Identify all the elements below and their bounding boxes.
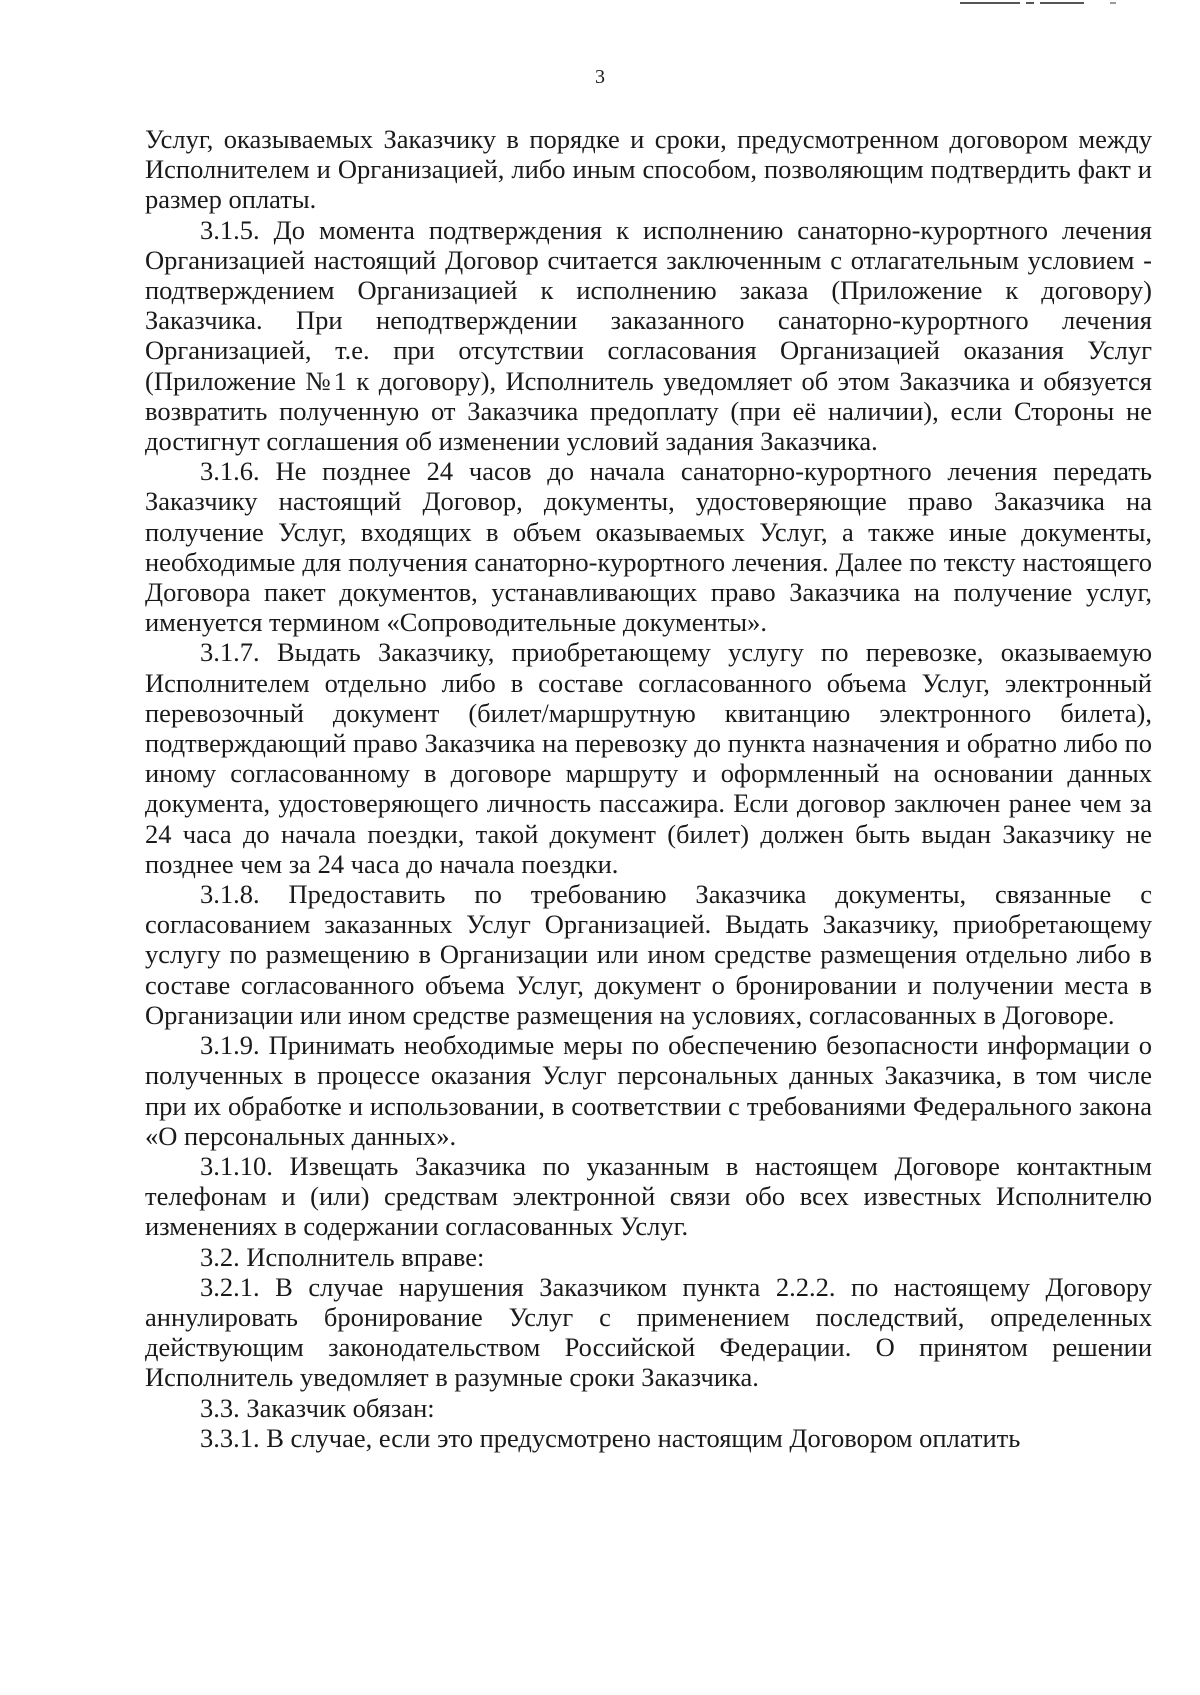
- paragraph-3-1-10: 3.1.10. Извещать Заказчика по указанным в настоящем Договоре контактным телефонам и (или) средствам электронной связи обо всех известных Исполнителю изменениях в содержании согласованных Услуг.: [145, 1150, 1152, 1242]
- paragraph-3-1-5: 3.1.5. До момента подтверждения к исполнению санаторно-курортного лечения Организацией настоящий Договор считается заключенным с отлагательным условием - подтверждением Организацией к исполнению заказа (Приложение к договору) Заказчика. При неподтверждении заказанного санаторно-курортного лечения Организацией, т.е. при отсутствии согласования Организацией оказания Услуг (Приложение №1 к договору), Исполнитель уведомляет об этом Заказчика и обязуется возвратить полученную от Заказчика предоплату (при её наличии), если Стороны не достигнут соглашения об изменении условий задания Заказчика.: [145, 214, 1152, 457]
- paragraph-3-1-8: 3.1.8. Предоставить по требованию Заказчика документы, связанные с согласованием заказанных Услуг Организацией. Выдать Заказчику, приобретающему услугу по размещению в Организации или ином средстве размещения отдельно либо в составе согласованного объема Услуг, документ о бронировании и получении места в Организации или ином средстве размещения на условиях, согласованных в Договоре.: [145, 879, 1152, 1030]
- paragraph-3-2: 3.2. Исполнитель вправе:: [200, 1241, 485, 1272]
- paragraph-3-2-1: 3.2.1. В случае нарушения Заказчиком пункта 2.2.2. по настоящему Договору аннулировать бронирование Услуг с применением последствий, определенных действующим законодательством Российской Федерации. О принятом решении Исполнитель уведомляет в разумные сроки Заказчика.: [145, 1271, 1152, 1393]
- page-number: 3: [595, 66, 605, 88]
- paragraph-3-3-1: 3.3.1. В случае, если это предусмотрено настоящим Договором оплатить: [200, 1422, 1021, 1453]
- paragraph-3-3: 3.3. Заказчик обязан:: [200, 1392, 435, 1423]
- paragraph-continuation: Услуг, оказываемых Заказчику в порядке и сроки, предусмотренном договором между Исполнителем и Организацией, либо иным способом, позволяющим подтвердить факт и размер оплаты.: [145, 124, 1152, 215]
- paragraph-3-1-9: 3.1.9. Принимать необходимые меры по обеспечению безопасности информации о полученных в процессе оказания Услуг персональных данных Заказчика, в том числе при их обработке и использовании, в соответствии с требованиями Федерального закона «О персональных данных».: [145, 1030, 1152, 1151]
- paragraph-3-1-7: 3.1.7. Выдать Заказчику, приобретающему услугу по перевозке, оказываемую Исполнителем отдельно либо в составе согласованного объема Услуг, электронный перевозочный документ (билет/маршрутную квитанцию электронного билета), подтверждающий право Заказчика на перевозку до пункта назначения и обратно либо по иному согласованному в договоре маршруту и оформленный на основании данных документа, удостоверяющего личность пассажира. Если договор заключен ранее чем за 24 часа до начала поездки, такой документ (билет) должен быть выдан Заказчику не позднее чем за 24 часа до начала поездки.: [145, 637, 1152, 879]
- paragraph-3-1-6: 3.1.6. Не позднее 24 часов до начала санаторно-курортного лечения передать Заказчику настоящий Договор, документы, удостоверяющие право Заказчика на получение Услуг, входящих в объем оказываемых Услуг, а также иные документы, необходимые для получения санаторно-курортного лечения. Далее по тексту настоящего Договора пакет документов, устанавливающих право Заказчика на получение услуг, именуется термином «Сопроводительные документы».: [145, 456, 1152, 638]
- document-body: [145, 124, 1152, 1453]
- scan-artifact-marks: [960, 0, 1140, 6]
